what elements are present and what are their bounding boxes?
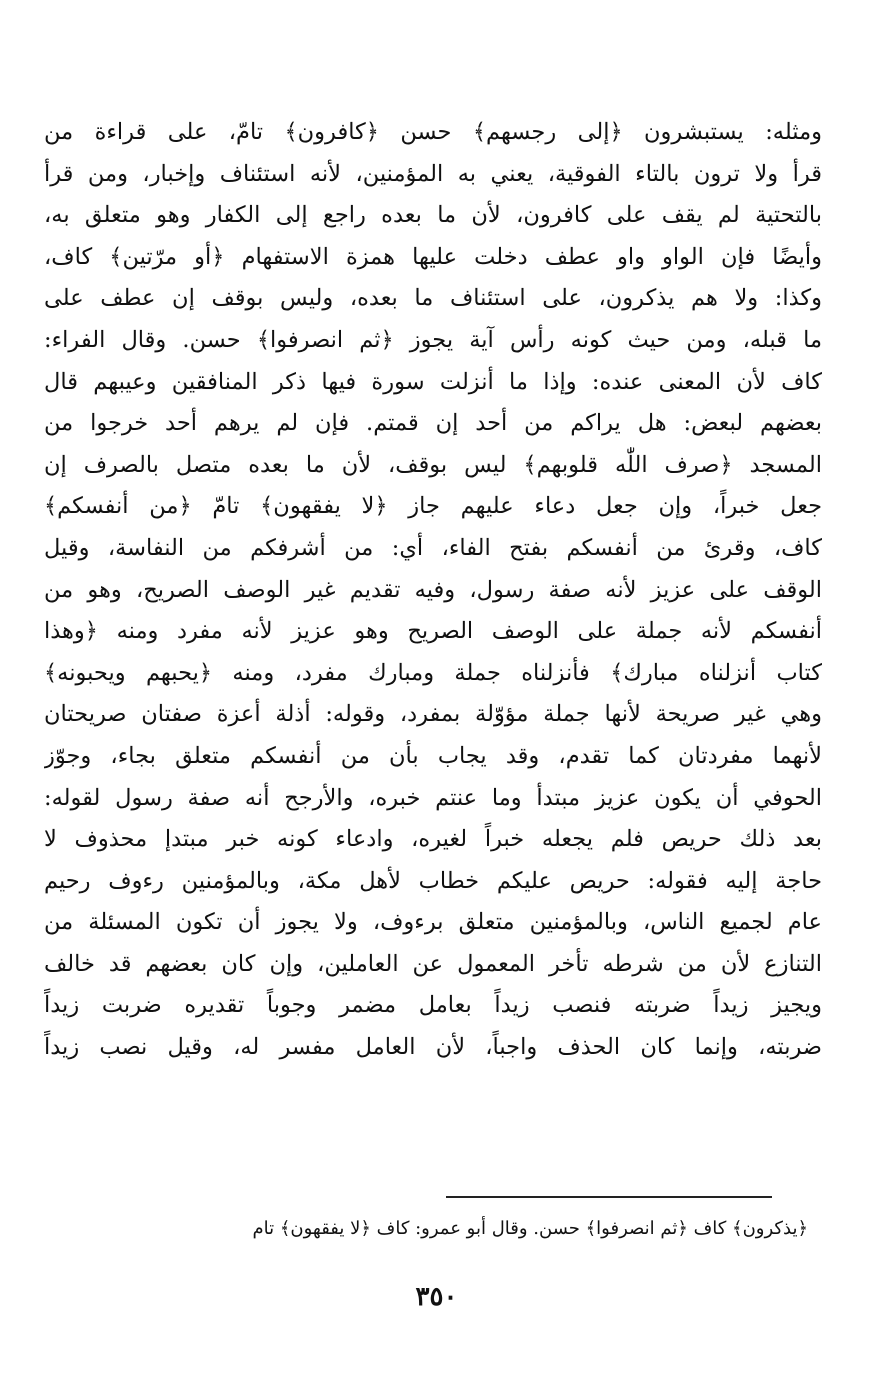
footnote: ﴿يذكرون﴾ كاف ﴿ثم انصرفوا﴾ حسن. وقال أبو عمرو: كاف ﴿لا يفقهون﴾ تام (252, 1218, 808, 1239)
text-line: وهي غير صريحة لأنها جملة مؤوّلة بمفرد، وقوله: أذلة أعزة صفتان صريحتان (44, 701, 822, 728)
text-line: ويجيز زيداً ضربته فنصب زيداً بعامل مضمر وجوباً تقديره ضربت زيداً (44, 992, 822, 1019)
text-line: قرأ ولا ترون بالتاء الفوقية، يعني به المؤمنين، لأنه استئناف وإخبار، ومن قرأ (44, 160, 822, 187)
text-line: ومثله: يستبشرون ﴿إلى رجسهم﴾ حسن ﴿كافرون﴾ تامّ، على قراءة من (44, 119, 822, 145)
text-line: كتاب أنزلناه مبارك﴾ فأنزلناه جملة ومبارك مفرد، ومنه ﴿يحبهم ويحبونه﴾ (44, 659, 822, 686)
text-line: وكذا: ولا هم يذكرون، على استئناف ما بعده، وليس بوقف إن عطف على (44, 285, 822, 312)
page-number: ٣٥٠ (415, 1282, 458, 1312)
text-line: التنازع لأن من شرطه تأخر المعمول عن العاملين، وإن كان بعضهم قد خالف (44, 950, 822, 977)
main-text-block (44, 112, 822, 1069)
text-line: بالتحتية لم يقف على كافرون، لأن ما بعده راجع إلى الكفار وهو متعلق به، (44, 202, 822, 229)
text-line: بعضهم لبعض: هل يراكم من أحد إن قمتم. فإن لم يرهم أحد خرجوا من (44, 410, 822, 437)
text-line: ما قبله، ومن حيث كونه رأس آية يجوز ﴿ثم انصرفوا﴾ حسن. وقال الفراء: (44, 326, 822, 353)
text-line: الوقف على عزيز لأنه صفة رسول، وفيه تقديم غير الوصف الصريح، وهو من (44, 576, 822, 603)
text-line: كاف لأن المعنى عنده: وإذا ما أنزلت سورة فيها ذكر المنافقين وعيبهم قال (44, 368, 822, 395)
text-line: عام لجميع الناس، وبالمؤمنين متعلق برءوف، ولا يجوز أن تكون المسئلة من (44, 909, 822, 936)
text-line: ضربته، وإنما كان الحذف واجباً، لأن العامل مفسر له، وقيل نصب زيداً (44, 1034, 822, 1061)
text-line: كاف، وقرئ من أنفسكم بفتح الفاء، أي: من أشرفكم من النفاسة، وقيل (44, 534, 822, 561)
text-line: جعل خبراً، وإن جعل دعاء عليهم جاز ﴿لا يفقهون﴾ تامّ ﴿من أنفسكم﴾ (44, 493, 822, 520)
text-line: حاجة إليه فقوله: حريص عليكم خطاب لأهل مكة، وبالمؤمنين رءوف رحيم (44, 867, 822, 894)
text-line: أنفسكم لأنه جملة على الوصف الصريح وهو عزيز لأنه مفرد ومنه ﴿وهذا (44, 618, 822, 645)
text-line: وأيضًا فإن الواو واو عطف دخلت عليها همزة الاستفهام ﴿أو مرّتين﴾ كاف، (44, 243, 822, 270)
text-line: لأنهما مفردتان كما تقدم، وقد يجاب بأن من أنفسكم متعلق بجاء، وجوّز (44, 742, 822, 769)
footnote-divider (446, 1196, 772, 1198)
text-line: المسجد ﴿صرف اللّٰه قلوبهم﴾ ليس بوقف، لأن ما بعده متصل بالصرف إن (44, 451, 822, 478)
text-line: الحوفي أن يكون عزيز مبتدأ وما عنتم خبره، والأرجح أنه صفة رسول لقوله: (44, 784, 822, 811)
text-line: بعد ذلك حريص فلم يجعله خبراً لغيره، وادعاء كونه خبر مبتدإ محذوف لا (44, 826, 822, 853)
